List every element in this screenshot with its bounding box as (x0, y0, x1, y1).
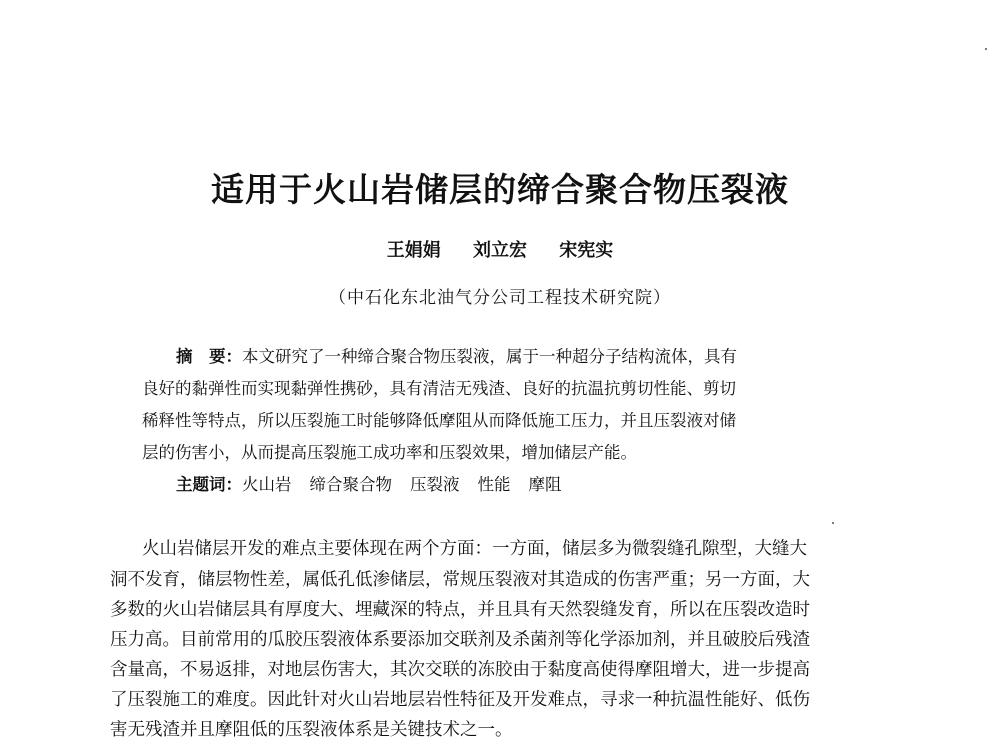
scan-speck (832, 522, 834, 524)
body-line: 了压裂施工的难度。因此针对火山岩地层岩性特征及开发难点，寻求一种抗温性能好、低伤 (110, 690, 810, 710)
keywords-label: 主题词： (176, 475, 242, 494)
abstract-label: 摘 要： (176, 347, 242, 366)
keyword: 火山岩 (242, 475, 292, 494)
abstract-line (176, 344, 906, 370)
scan-speck (985, 48, 987, 50)
author-name: 宋宪实 (559, 240, 614, 261)
keyword: 缔合聚合物 (309, 475, 392, 494)
body-line: 火山岩储层开发的难点主要体现在两个方面：一方面，储层多为微裂缝孔隙型，大缝大 (142, 539, 807, 559)
author-list (0, 238, 1000, 264)
abstract-line: 层的伤害小，从而提高压裂施工成功率和压裂效果，增加储层产能。 (142, 443, 637, 462)
body-line: 洞不发育，储层物性差，属低孔低渗储层，常规压裂液对其造成的伤害严重；另一方面，大 (110, 570, 810, 590)
abstract-line: 良好的黏弹性而实现黏弹性携砂，具有清洁无残渣、良好的抗温抗剪切性能、剪切 (142, 379, 736, 398)
body-line: 压力高。目前常用的瓜胶压裂液体系要添加交联剂及杀菌剂等化学添加剂，并且破胶后残渣 (110, 630, 810, 650)
abstract-text: 本文研究了一种缔合聚合物压裂液，属于一种超分子结构流体，具有 (242, 347, 737, 366)
keywords-line (176, 472, 906, 498)
author-name: 刘立宏 (473, 240, 527, 261)
paper-title: 适用于火山岩储层的缔合聚合物压裂液 (211, 170, 789, 209)
body-line: 害无残渣并且摩阻低的压裂液体系是关键技术之一。 (110, 720, 513, 740)
body-line: 含量高，不易返排，对地层伤害大，其次交联的冻胶由于黏度高使得摩阻增大，进一步提高 (110, 660, 810, 680)
author-affiliation: （中石化东北油气分公司工程技术研究院） (329, 288, 671, 308)
keyword: 压裂液 (410, 475, 460, 494)
author-name: 王娟娟 (386, 240, 441, 261)
keyword: 摩阻 (528, 475, 562, 494)
body-line: 多数的火山岩储层具有厚度大、埋藏深的特点，并且具有天然裂缝发育，所以在压裂改造时 (110, 600, 810, 620)
abstract-line: 稀释性等特点，所以压裂施工时能够降低摩阻从而降低施工压力，并且压裂液对储 (142, 411, 736, 430)
keyword: 性能 (477, 475, 511, 494)
